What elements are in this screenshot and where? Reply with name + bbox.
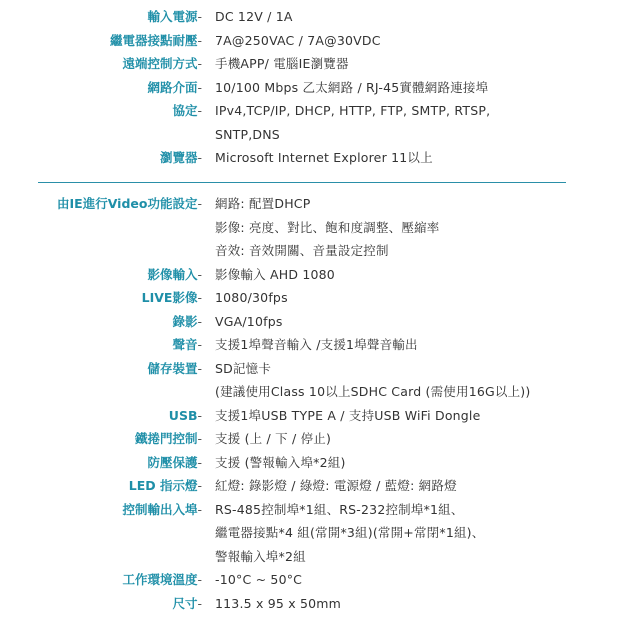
spec-label-text: 繼電器接點耐壓 [109,32,198,48]
spec-row [0,123,620,147]
spec-label-text: 影像輸入 [147,266,198,282]
spec-row [0,545,620,569]
spec-label [147,76,202,100]
spec-label-text: 工作環境溫度 [122,572,198,587]
spec-label-separator: - [197,313,202,329]
spec-label [169,404,202,428]
spec-label-text: LIVE影像 [141,290,198,305]
spec-row [0,263,620,287]
spec-label-separator: - [197,360,202,376]
spec-label [172,99,202,123]
spec-value: 支援 (警報輸入埠*2組) [215,454,346,470]
spec-label-text: USB [168,407,198,423]
spec-row [0,52,620,76]
spec-label-separator: - [197,196,202,211]
spec-value: RS-485控制埠*1組、RS-232控制埠*1組、 [215,501,464,517]
spec-label-separator: - [197,266,202,282]
spec-label-text: 由IE進行Video功能設定 [57,196,198,211]
spec-value: 警報輸入埠*2組 [215,548,306,564]
spec-label-separator: - [197,79,202,95]
spec-label [135,427,202,451]
spec-value: 影像輸入 AHD 1080 [215,266,335,282]
spec-label-text: 網路介面 [147,79,198,95]
spec-label [147,357,202,381]
spec-label-text: 遠端控制方式 [122,56,198,71]
spec-row [0,216,620,240]
spec-label-separator: - [197,407,202,423]
spec-label [122,52,202,76]
spec-label-separator: - [197,431,202,446]
spec-row [0,404,620,428]
spec-row [0,239,620,263]
spec-row [0,99,620,123]
spec-label [129,474,202,498]
spec-value: SNTP,DNS [215,126,280,142]
spec-row [0,333,620,357]
spec-label-text: 控制輸出入埠 [122,501,198,517]
spec-row [0,286,620,310]
spec-row [0,592,620,616]
spec-label-separator: - [197,56,202,71]
spec-label [172,592,202,616]
spec-value: 支援 (上 / 下 / 停止) [215,431,332,446]
spec-label-separator: - [197,103,202,118]
spec-row [0,310,620,334]
spec-value: IPv4,TCP/IP, DHCP, HTTP, FTP, SMTP, RTSP, [215,103,491,118]
spec-label-separator: - [197,337,202,352]
spec-label-separator: - [197,290,202,305]
spec-value: (建議使用Class 10以上SDHC Card (需使用16G以上)) [215,384,531,399]
spec-label-text: 錄影 [172,313,198,329]
spec-label-separator: - [197,501,202,517]
spec-value: 1080/30fps [215,290,288,305]
spec-label [122,568,202,592]
spec-value: 紅燈: 錄影燈 / 綠燈: 電源燈 / 藍燈: 網路燈 [215,478,457,493]
spec-value: DC 12V / 1A [215,9,293,24]
spec-value: 音效: 音效開關、音量設定控制 [215,243,389,258]
spec-label [110,29,202,53]
spec-label-text: 瀏覽器 [159,150,198,165]
spec-row [0,29,620,53]
spec-row [0,146,620,170]
spec-value: 影像: 亮度、對比、飽和度調整、壓縮率 [215,219,440,235]
spec-label-separator: - [197,572,202,587]
spec-row [0,451,620,475]
spec-label-text: LED 指示燈 [128,478,198,493]
spec-value: 10/100 Mbps 乙太網路 / RJ-45實體網路連接埠 [215,79,489,95]
spec-label-separator: - [197,595,202,611]
spec-label-separator: - [197,150,202,165]
spec-row [0,498,620,522]
spec-row [0,192,620,216]
spec-label [147,263,202,287]
spec-value: SD記憶卡 [215,360,272,376]
section-divider [38,182,566,183]
spec-row [0,357,620,381]
spec-label-text: 防壓保護 [147,454,198,470]
spec-value: 7A@250VAC / 7A@30VDC [215,32,381,48]
spec-label [122,498,202,522]
spec-label [57,192,202,216]
spec-value: -10°C ~ 50°C [215,572,303,587]
spec-row [0,427,620,451]
spec-label-separator: - [197,478,202,493]
spec-label-separator: - [197,32,202,48]
spec-value: 支援1埠聲音輸入 /支援1埠聲音輸出 [215,337,418,352]
spec-label [172,310,202,334]
spec-label [147,5,202,29]
spec-label-text: 輸入電源 [147,9,198,24]
spec-row [0,568,620,592]
spec-row [0,380,620,404]
spec-value: 網路: 配置DHCP [215,196,311,211]
spec-value: 113.5 x 95 x 50mm [215,595,342,611]
spec-label [172,333,202,357]
spec-value: 支援1埠USB TYPE A / 支持USB WiFi Dongle [215,407,481,423]
spec-label-text: 協定 [172,103,198,118]
spec-row [0,76,620,100]
spec-value: VGA/10fps [215,313,283,329]
spec-label [147,451,202,475]
spec-label-text: 尺寸 [172,595,198,611]
spec-row [0,521,620,545]
spec-label [142,286,202,310]
spec-label-text: 儲存裝置 [147,360,198,376]
spec-value: 手機APP/ 電腦IE瀏覽器 [215,56,349,71]
spec-label-separator: - [197,454,202,470]
spec-row [0,5,620,29]
spec-value: 繼電器接點*4 組(常開*3組)(常開+常閉*1組)、 [215,525,485,540]
spec-row [0,474,620,498]
spec-value: Microsoft Internet Explorer 11以上 [215,150,433,165]
spec-label-text: 聲音 [172,337,198,352]
spec-label-text: 鐵捲門控制 [134,431,198,446]
spec-label-separator: - [197,9,202,24]
spec-label [160,146,202,170]
